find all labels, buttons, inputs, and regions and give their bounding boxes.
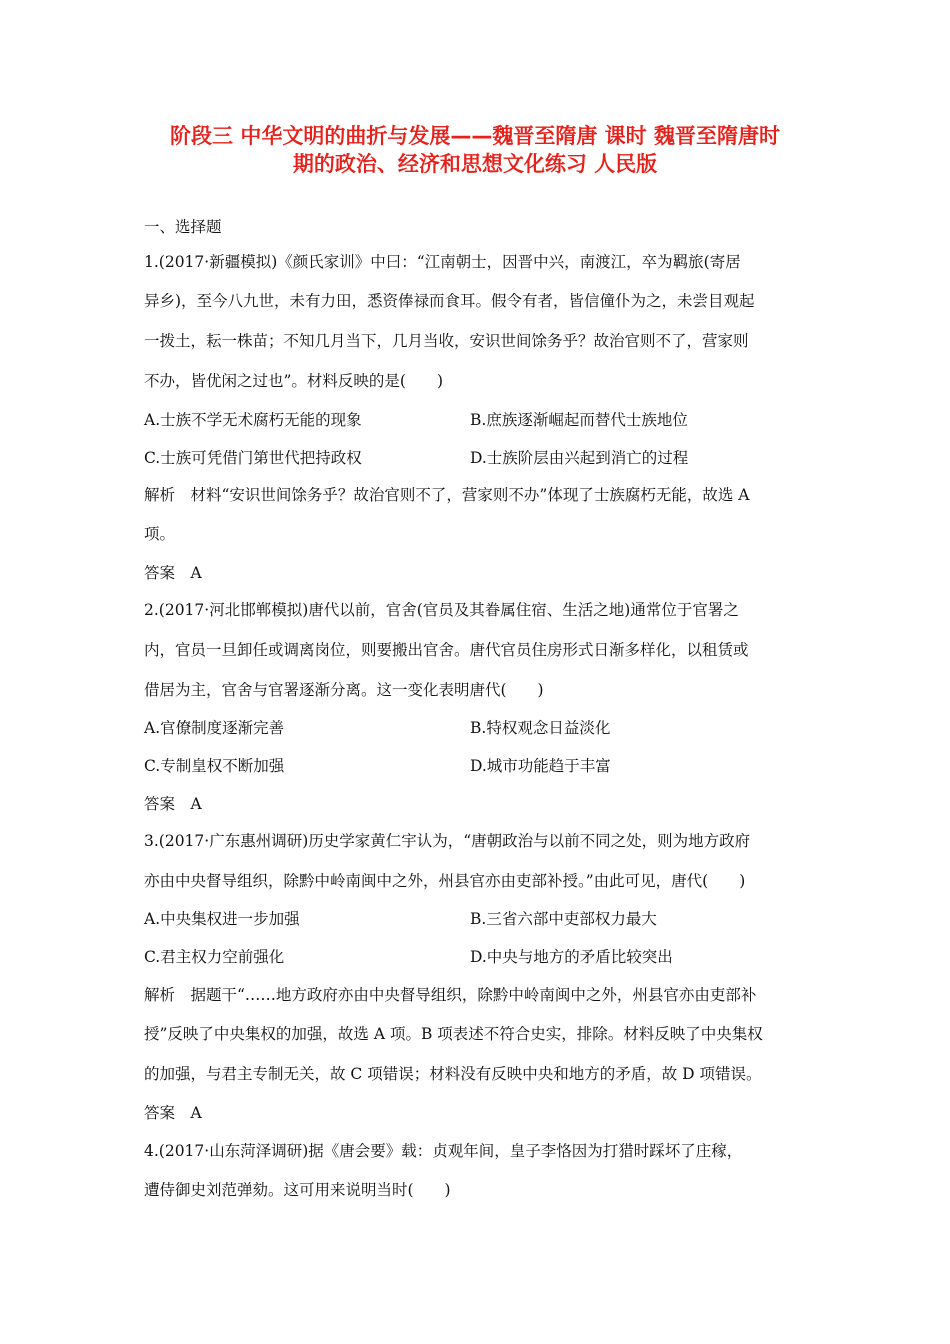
q2-stem-line-3: 借居为主，官舍与官署逐渐分离。这一变化表明唐代( ) — [144, 681, 544, 699]
q1-stem-line-3: 一拨土，耘一株苗；不知几月当下，几月当收，安识世间馀务乎？故治官则不了，营家则 — [144, 332, 749, 350]
q2-stem-line-2: 内，官员一旦卸任或调离岗位，则要搬出官舍。唐代官员住房形式日渐多样化，以租赁或 — [144, 641, 749, 659]
q2-answer: 答案 A — [144, 795, 202, 813]
q2-option-c: C.专制皇权不断加强 — [144, 757, 285, 775]
q1-explanation-line-2: 项。 — [144, 525, 176, 543]
q4-stem-line-1: 4.(2017·山东菏泽调研)据《唐会要》载：贞观年间，皇子李恪因为打猎时踩坏了庄稼， — [144, 1142, 743, 1160]
q3-stem-line-1: 3.(2017·广东惠州调研)历史学家黄仁宇认为，“唐朝政治与以前不同之处，则为地方政府 — [144, 832, 751, 850]
page-title — [110, 122, 840, 178]
q2-option-a: A.官僚制度逐渐完善 — [144, 719, 285, 737]
q3-option-a: A.中央集权进一步加强 — [144, 910, 300, 928]
q1-stem-line-1: 1.(2017·新疆模拟)《颜氏家训》中曰：“江南朝士，因晋中兴，南渡江，卒为羁旅(寄居 — [144, 253, 741, 271]
q4-stem-line-2: 遭侍御史刘范弹劾。这可用来说明当时( ) — [144, 1181, 451, 1199]
title-line-2: 期的政治、经济和思想文化练习 人民版 — [292, 152, 658, 176]
q1-stem-line-4: 不办，皆优闲之过也”。材料反映的是( ) — [144, 372, 444, 390]
q1-option-b: B.庶族逐渐崛起而替代士族地位 — [470, 411, 688, 429]
q1-explanation-line-1: 解析 材料“安识世间馀务乎？故治官则不了，营家则不办”体现了士族腐朽无能，故选 A — [144, 486, 750, 504]
q3-stem-line-2: 亦由中央督导组织，除黔中岭南闽中之外，州县官亦由吏部补授。”由此可见，唐代( ) — [144, 872, 746, 890]
q3-explanation-line-1: 解析 据题干“……地方政府亦由中央督导组织，除黔中岭南闽中之外，州县官亦由吏部补 — [144, 986, 757, 1004]
q3-option-d: D.中央与地方的矛盾比较突出 — [470, 948, 673, 966]
q3-option-c: C.君主权力空前强化 — [144, 948, 285, 966]
q2-option-d: D.城市功能趋于丰富 — [470, 757, 611, 775]
q3-explanation-line-3: 的加强，与君主专制无关，故 C 项错误；材料没有反映中央和地方的矛盾，故 D 项错误。 — [144, 1065, 762, 1083]
q2-option-b: B.特权观念日益淡化 — [470, 719, 611, 737]
q2-stem-line-1: 2.(2017·河北邯郸模拟)唐代以前，官舍(官员及其眷属住宿、生活之地)通常位于官署之 — [144, 601, 739, 619]
title-line-1: 阶段三 中华文明的曲折与发展——魏晋至隋唐 课时 魏晋至隋唐时 — [170, 124, 780, 148]
q3-option-b: B.三省六部中吏部权力最大 — [470, 910, 657, 928]
q3-answer: 答案 A — [144, 1104, 202, 1122]
q1-option-c: C.士族可凭借门第世代把持政权 — [144, 449, 362, 467]
section-heading: 一、选择题 — [144, 218, 222, 236]
q1-stem-line-2: 异乡)，至今八九世，未有力田，悉资俸禄而食耳。假令有者，皆信僮仆为之，未尝目观起 — [144, 292, 755, 310]
q1-option-a: A.士族不学无术腐朽无能的现象 — [144, 411, 362, 429]
q3-explanation-line-2: 授”反映了中央集权的加强，故选 A 项。B 项表述不符合史实，排除。材料反映了中央集权 — [144, 1025, 763, 1043]
q1-option-d: D.士族阶层由兴起到消亡的过程 — [470, 449, 689, 467]
q1-answer: 答案 A — [144, 564, 202, 582]
